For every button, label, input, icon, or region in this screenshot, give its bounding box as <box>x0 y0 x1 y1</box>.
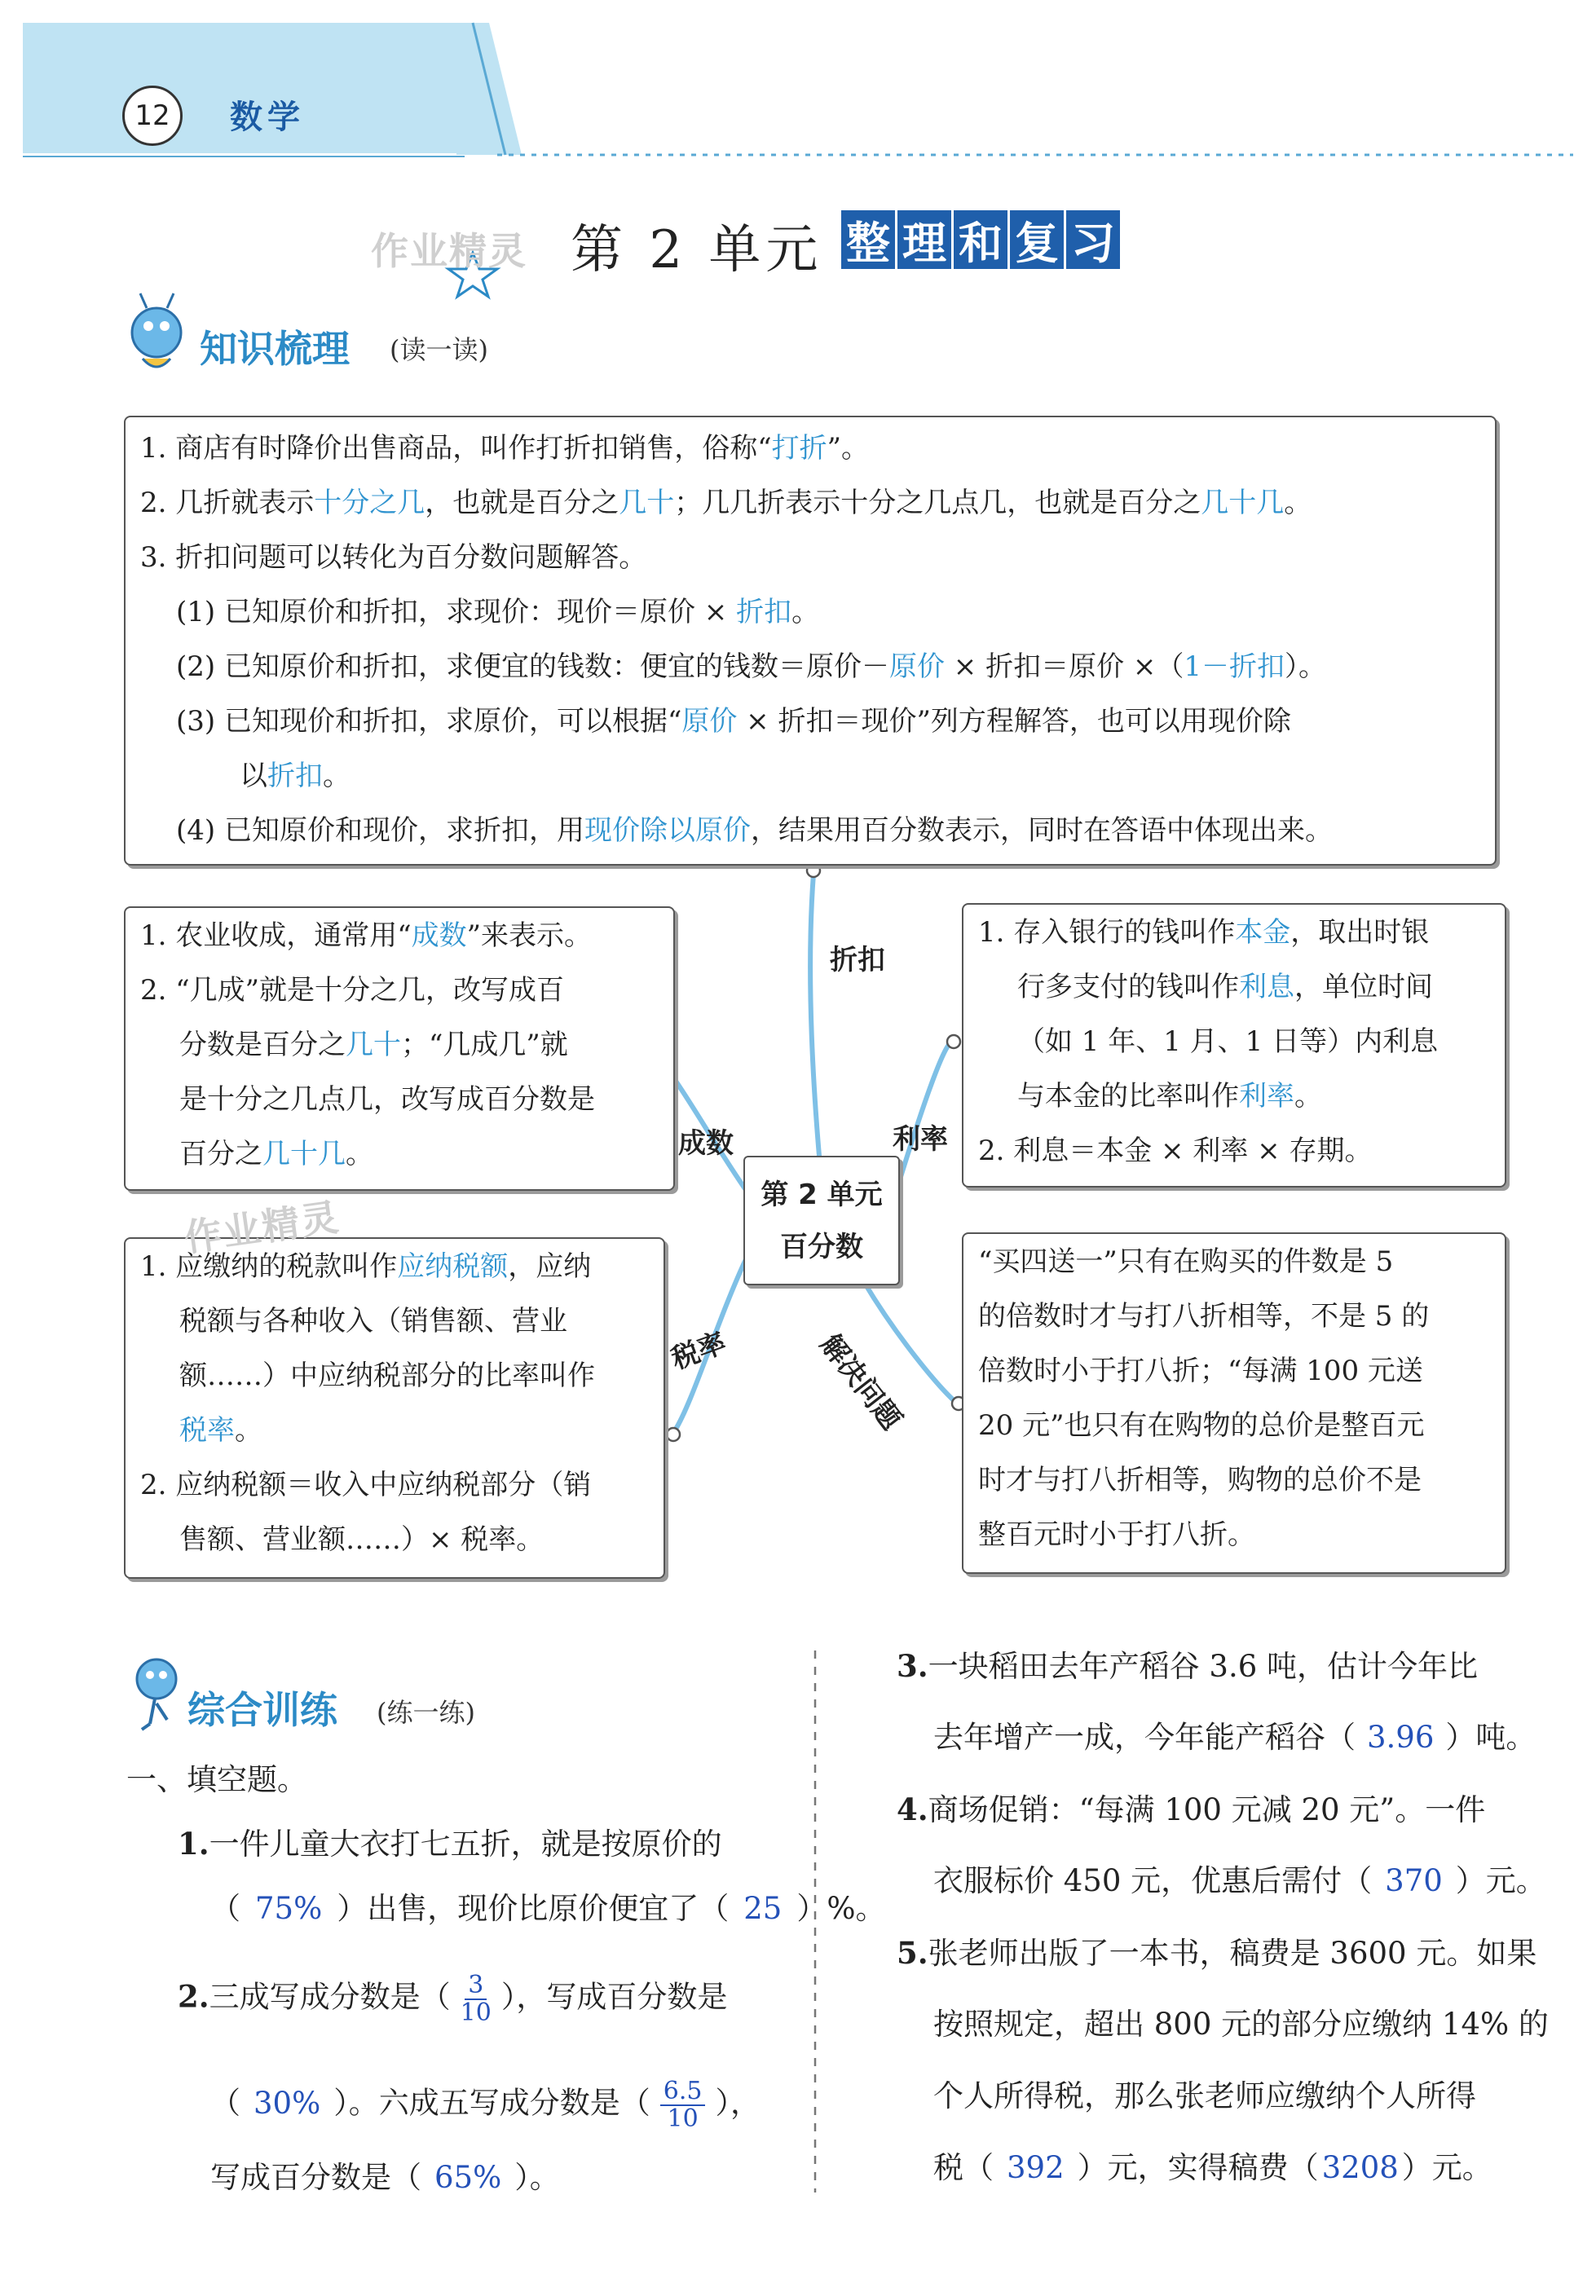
jiejue-line: “买四送一”只有在购买的件数是 5 <box>978 1245 1394 1278</box>
knowledge-line: 以折扣。 <box>240 760 351 792</box>
jiejue-line: 的倍数时才与打八折相等，不是 5 的 <box>978 1300 1430 1333</box>
training-heading: 综合训练 <box>187 1688 337 1732</box>
question-3-line: 3.一块稻田去年产稻谷 3.6 吨，估计今年比 <box>897 1648 1479 1684</box>
shuilv-line: 售额、营业额……）× 税率。 <box>179 1523 544 1556</box>
question-4-line: 4.商场促销：“每满 100 元减 20 元”。一件 <box>897 1791 1486 1827</box>
knowledge-heading: 知识梳理 <box>200 327 350 371</box>
knowledge-line: (1) 已知原价和折扣，求现价：现价＝原价 × 折扣。 <box>176 596 820 628</box>
answer: 65% <box>434 2160 502 2195</box>
lilv-line: 与本金的比率叫作利率。 <box>1017 1080 1322 1113</box>
mascot-icon-1 <box>132 293 181 367</box>
question-5-line: 个人所得税，那么张老师应缴纳个人所得 <box>933 2078 1476 2113</box>
knowledge-line: (3) 已知现价和折扣，求原价，可以根据“原价 × 折扣＝现价”列方程解答，也可以用现价除 <box>176 705 1291 738</box>
knowledge-line: (4) 已知原价和现价，求折扣，用现价除以原价，结果用百分数表示，同时在答语中体现出来。 <box>176 814 1333 847</box>
answer: 75% <box>255 1891 323 1926</box>
center-line-2: 百分数 <box>780 1230 863 1263</box>
answer: 392 <box>1007 2150 1065 2185</box>
mindmap-center <box>743 1156 900 1285</box>
knowledge-line: 3. 折扣问题可以转化为百分数问题解答。 <box>140 541 647 574</box>
knowledge-sub: (读一读) <box>390 334 488 365</box>
answer: 30% <box>254 2085 321 2121</box>
title-char: 习 <box>1066 210 1120 269</box>
branch-lilv: 利率 <box>893 1123 948 1156</box>
mascot-icon-2 <box>137 1659 176 1730</box>
knowledge-line: 2. 几折就表示十分之几，也就是百分之几十；几几折表示十分之几点几，也就是百分之几十几。 <box>140 487 1312 519</box>
title-char: 理 <box>897 210 951 269</box>
jiejue-line: 倍数时小于打八折；“每满 100 元送 <box>978 1355 1423 1387</box>
shuilv-line: 额……）中应纳税部分的比率叫作 <box>179 1360 595 1392</box>
chengshu-line: 2. “几成”就是十分之几，改写成百 <box>140 974 565 1007</box>
lilv-box <box>962 903 1506 1188</box>
watermark: 作业精灵 <box>181 1194 343 1261</box>
shuilv-box <box>124 1237 665 1579</box>
branch-zhekou: 折扣 <box>830 944 885 976</box>
answer: 3.96 <box>1367 1720 1435 1755</box>
knowledge-line: 1. 商店有时降价出售商品，叫作打折扣销售，俗称“打折”。 <box>140 432 870 465</box>
jiejue-line: 20 元”也只有在购物的总价是整百元 <box>978 1409 1425 1442</box>
page-number: 12 <box>122 86 183 146</box>
lilv-line: （如 1 年、1 月、1 日等）内利息 <box>1017 1025 1439 1058</box>
chengshu-line: 百分之几十几。 <box>179 1138 373 1170</box>
question-1-line: （ 75% ）出售，现价比原价便宜了（ 25 ）%。 <box>210 1891 886 1926</box>
lilv-line: 2. 利息＝本金 × 利率 × 存期。 <box>978 1135 1373 1167</box>
question-4-line: 衣服标价 450 元，优惠后需付（ 370 ）元。 <box>933 1863 1546 1898</box>
shuilv-line: 税率。 <box>179 1414 262 1447</box>
center-line-1: 第 2 单元 <box>761 1178 883 1211</box>
question-5-line: 5.张老师出版了一本书，稿费是 3600 元。如果 <box>897 1935 1537 1971</box>
training-sub: (练一练) <box>377 1697 475 1728</box>
watermark: 作业精灵 <box>371 229 527 273</box>
shuilv-line: 2. 应纳税额＝收入中应纳税部分（销 <box>140 1469 592 1501</box>
branch-chengshu: 成数 <box>678 1127 734 1160</box>
branch-jiejue: 解决问题 <box>813 1328 908 1436</box>
fraction-answer: $\frac{3}{10}$ <box>460 1971 492 2027</box>
lilv-line: 行多支付的钱叫作利息，单位时间 <box>1017 971 1433 1003</box>
question-1-line: 1.一件儿童大衣打七五折，就是按原价的 <box>178 1826 722 1862</box>
answer: 3208 <box>1321 2150 1399 2185</box>
answer: 370 <box>1385 1863 1443 1898</box>
chengshu-line: 是十分之几点几，改写成百分数是 <box>179 1083 595 1116</box>
question-2-line: （ 30% ）。六成五写成分数是（ $\frac{6.5}{10}$ ）， <box>210 2077 761 2133</box>
question-5-line: 按照规定，超出 800 元的部分应缴纳 14% 的 <box>933 2007 1549 2042</box>
shuilv-line: 1. 应缴纳的税款叫作应纳税额，应纳 <box>140 1250 592 1283</box>
title-char: 整 <box>841 210 895 269</box>
question-2-line: 写成百分数是（ 65% ）。 <box>210 2160 560 2195</box>
question-2-line: 2.三成写成分数是（ $\frac{3}{10}$ ），写成百分数是 <box>178 1971 728 2027</box>
chengshu-line: 1. 农业收成，通常用“成数”来表示。 <box>140 919 593 952</box>
jiejue-line: 整百元时小于打八折。 <box>978 1518 1255 1551</box>
branch-shuilv: 税率 <box>667 1326 730 1377</box>
fraction-answer: $\frac{6.5}{10}$ <box>660 2078 706 2132</box>
title-char: 和 <box>954 210 1007 269</box>
jiejue-line: 时才与打八折相等，购物的总价不是 <box>978 1464 1422 1496</box>
chengshu-line: 分数是百分之几十；“几成几”就 <box>179 1029 568 1061</box>
answer: 25 <box>743 1891 783 1926</box>
section-label: 一、填空题。 <box>126 1762 307 1797</box>
jiejue-box <box>962 1232 1506 1574</box>
shuilv-line: 税额与各种收入（销售额、营业 <box>179 1305 567 1337</box>
lilv-line: 1. 存入银行的钱叫作本金，取出时银 <box>978 916 1430 949</box>
unit-title: 第 2 单元 <box>571 220 823 280</box>
question-5-line: 税（ 392 ）元，实得稿费（ 3208 ）元。 <box>933 2150 1492 2185</box>
knowledge-box <box>124 416 1497 866</box>
knowledge-line: (2) 已知原价和折扣，求便宜的钱数：便宜的钱数＝原价－原价 × 折扣＝原价 ×（1－折扣）。 <box>176 650 1327 683</box>
subject-label: 数学 <box>230 99 305 136</box>
chengshu-box <box>124 906 675 1191</box>
title-char: 复 <box>1010 210 1064 269</box>
question-3-line: 去年增产一成，今年能产稻谷（ 3.96 ）吨。 <box>933 1720 1536 1755</box>
